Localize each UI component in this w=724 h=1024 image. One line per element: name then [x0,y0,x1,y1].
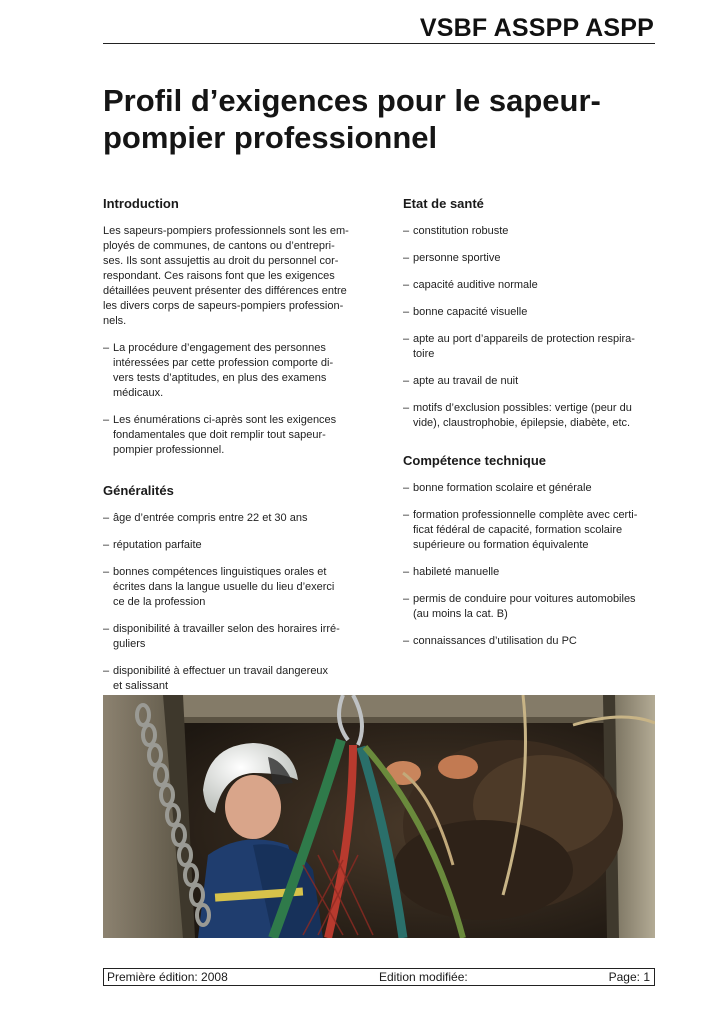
list-item-text: motifs d’exclusion possibles: vertige (peur du [413,402,632,414]
list-item [403,278,655,293]
list-item-text: écrites dans la langue usuelle du lieu d’exerci [113,581,335,593]
list-item-text: constitution robuste [413,225,509,237]
competence-list [403,481,655,649]
dash-bullet: – [403,375,410,387]
list-item-text: disponibilité à effectuer un travail dangereux [113,665,329,677]
list-item [403,374,655,389]
list-item [403,592,655,622]
intro-line: nels. [103,315,127,327]
section-heading-generalites: Généralités [103,483,174,498]
list-item-text: pompier professionnel. [113,444,225,456]
list-item [103,413,355,458]
list-item-text: connaissances d’utilisation du PC [413,635,577,647]
list-item-text: médicaux. [113,387,164,399]
intro-line: ses. Ils sont assujettis au droit du personnel cor- [103,255,339,267]
list-item-text: intéressées par cette profession comporte di- [113,357,334,369]
list-item [403,634,655,649]
list-item-text: personne sportive [413,252,501,264]
list-item-text: vers tests d’aptitudes, en plus des examens [113,372,327,384]
dash-bullet: – [103,342,110,354]
list-item [103,341,355,401]
list-item-text: bonnes compétences linguistiques orales et [113,566,327,578]
dash-bullet: – [103,665,110,677]
section-heading-competence-technique: Compétence technique [403,453,547,468]
list-item [103,664,355,694]
intro-line: Les sapeurs-pompiers professionnels sont les em- [103,225,349,237]
intro-line: ployés de communes, de cantons ou d’entrepri- [103,240,335,252]
dash-bullet: – [403,509,410,521]
list-item-text: âge d’entrée compris entre 22 et 30 ans [113,512,308,524]
dash-bullet: – [103,539,110,551]
list-item [403,565,655,580]
brand-header: VSBF ASSPP ASPP [419,14,654,42]
list-item-text: capacité auditive normale [413,279,538,291]
footer-page-number: Page: 1 [608,970,650,984]
list-item [403,508,655,553]
dash-bullet: – [403,225,410,237]
dash-bullet: – [403,252,410,264]
intro-list [103,341,355,458]
list-item-text: toire [413,348,435,360]
list-item-text: permis de conduire pour voitures automobiles [413,593,636,605]
right-column [403,196,655,649]
list-item-text: fondamentales que doit remplir tout sapeur- [113,429,326,441]
list-item-text: vide), claustrophobie, épilepsie, diabète, etc. [413,417,631,429]
generalites-list [103,511,355,694]
list-item-text: Les énumérations ci-après sont les exigences [113,414,337,426]
list-item [103,565,355,610]
list-item [403,481,655,496]
intro-line: respondant. Ces raisons font que les exigences [103,270,335,282]
list-item [103,622,355,652]
dash-bullet: – [403,482,410,494]
left-column [103,196,355,694]
header-rule [103,43,655,44]
dash-bullet: – [403,635,410,647]
page-footer [103,968,655,986]
list-item-text: habileté manuelle [413,566,500,578]
dash-bullet: – [103,566,110,578]
list-item-text: ficat fédéral de capacité, formation scolaire [413,524,623,536]
list-item [403,224,655,239]
title-line-2: pompier professionnel [103,120,438,155]
list-item-text: ce de la profession [113,596,206,608]
list-item-text: et salissant [113,680,169,692]
intro-line: les divers corps de sapeurs-pompiers profession- [103,300,344,312]
list-item [403,251,655,266]
list-item-text: supérieure ou formation équivalente [413,539,589,551]
section-heading-introduction: Introduction [103,196,179,211]
dash-bullet: – [403,306,410,318]
list-item [103,511,355,526]
list-item-text: disponibilité à travailler selon des horaires irré- [113,623,340,635]
list-item [403,332,655,362]
list-item-text: guliers [113,638,146,650]
dash-bullet: – [403,566,410,578]
dash-bullet: – [403,333,410,345]
title-line-1: Profil d’exigences pour le sapeur- [103,83,601,118]
list-item-text: apte au port d’appareils de protection respira- [413,333,635,345]
dash-bullet: – [103,414,110,426]
footer-edition: Première édition: 2008 [107,970,228,984]
dash-bullet: – [103,512,110,524]
intro-line: détaillées peuvent présenter des différences entre [103,285,347,297]
intro-paragraph [103,224,355,329]
list-item [103,538,355,553]
page-title [103,82,663,156]
rescue-photo [103,695,655,938]
list-item-text: apte au travail de nuit [413,375,519,387]
list-item-text: La procédure d’engagement des personnes [113,342,326,354]
list-item-text: bonne capacité visuelle [413,306,528,318]
dash-bullet: – [103,623,110,635]
list-item-text: réputation parfaite [113,539,202,551]
sante-list [403,224,655,431]
dash-bullet: – [403,279,410,291]
list-item-text: formation professionnelle complète avec certi- [413,509,638,521]
dash-bullet: – [403,593,410,605]
list-item-text: bonne formation scolaire et générale [413,482,592,494]
section-heading-etat-de-sante: Etat de santé [403,196,484,211]
list-item [403,401,655,431]
rescue-photo-illustration [103,695,655,938]
footer-modified: Edition modifiée: [379,970,468,984]
list-item-text: (au moins la cat. B) [413,608,508,620]
dash-bullet: – [403,402,410,414]
list-item [403,305,655,320]
